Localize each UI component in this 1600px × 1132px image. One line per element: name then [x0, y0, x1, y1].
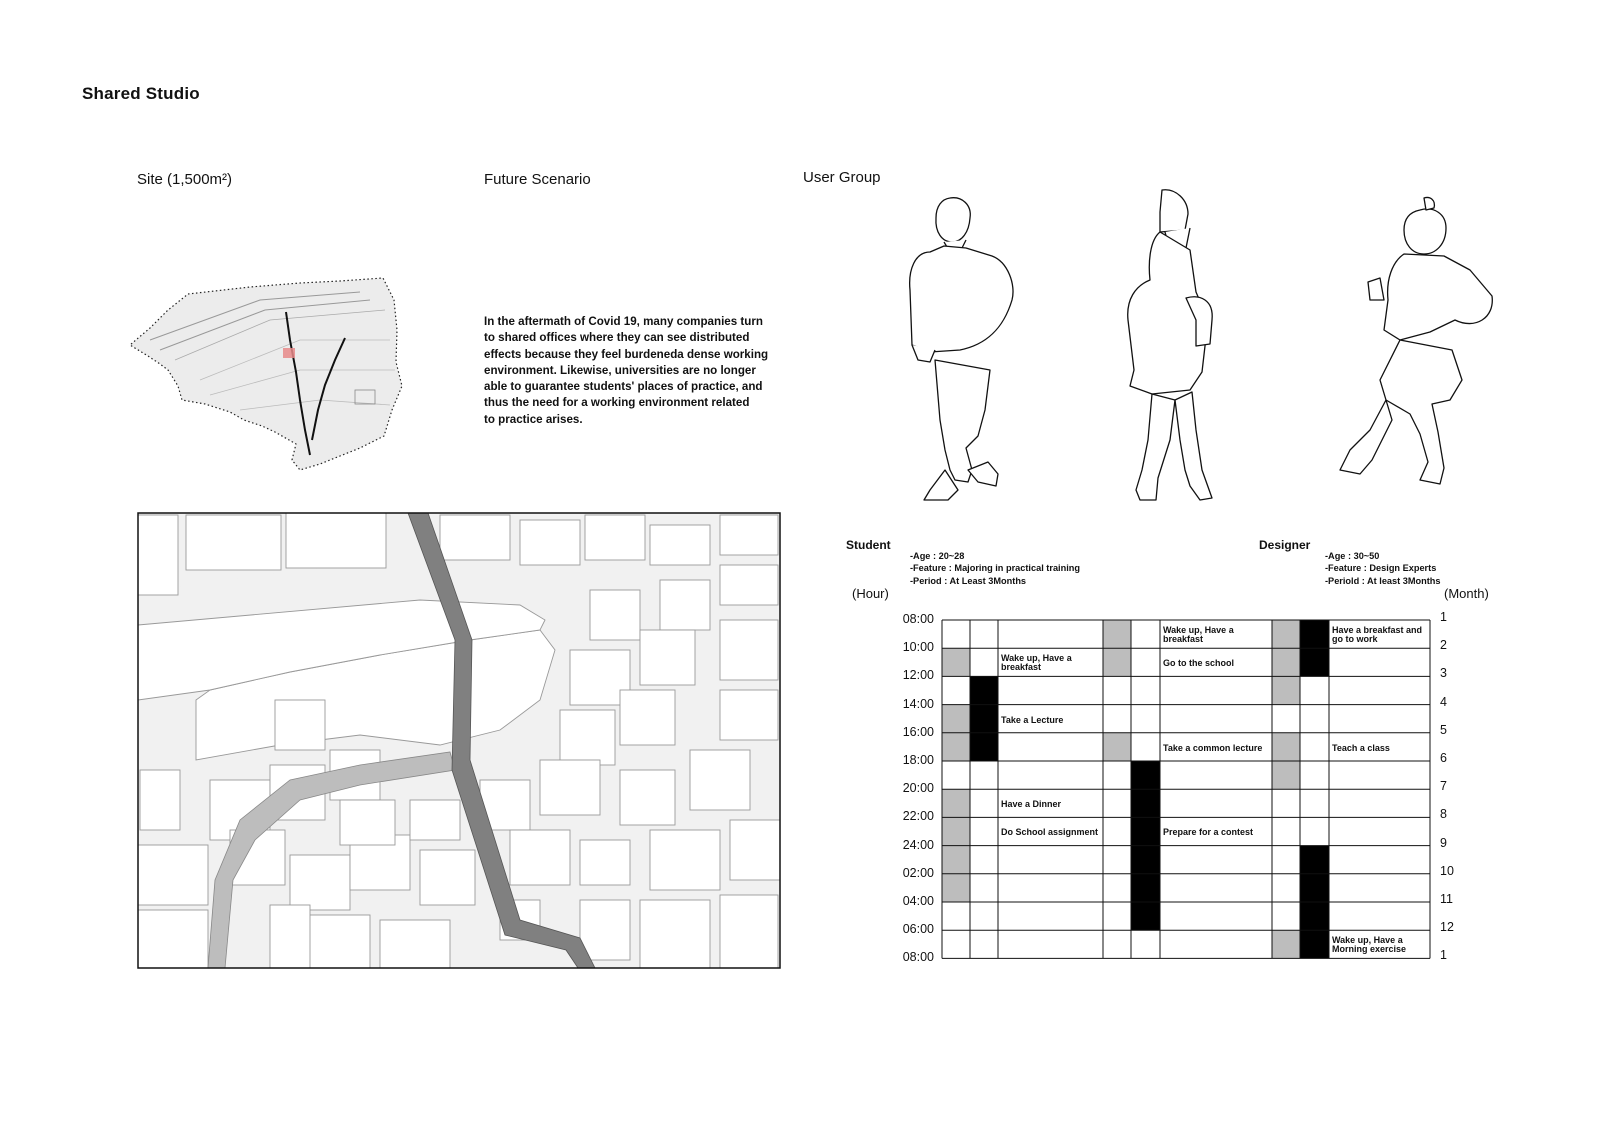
activity-label — [1332, 744, 1390, 753]
gray-bar-cell — [1272, 620, 1300, 648]
activity-label — [1163, 626, 1234, 644]
black-bar-cell — [1131, 846, 1160, 874]
activity-label — [1001, 800, 1061, 809]
black-bar-cell — [1300, 648, 1329, 676]
activity-label-line: Wake up, Have a — [1001, 653, 1072, 664]
hour-tick-label: 06:00 — [902, 922, 934, 937]
gray-bar-cell — [942, 733, 970, 761]
month-tick-label: 7 — [1440, 779, 1447, 794]
activity-label-line: Wake up, Have a — [1163, 625, 1234, 635]
hour-tick-label: 04:00 — [902, 894, 934, 908]
month-tick-label: 3 — [1440, 666, 1447, 681]
gray-bar-cell — [1272, 733, 1300, 761]
scenario-line: to practice arises. — [484, 412, 583, 426]
black-bar-cell — [1300, 620, 1329, 648]
activity-label-line: Take a Lecture — [1001, 714, 1064, 725]
hour-tick-label: 16:00 — [902, 724, 934, 739]
black-bar-cell — [970, 705, 998, 733]
scenario-line: able to guarantee students' places of practice, and — [484, 380, 763, 394]
gray-bar-cell — [1103, 648, 1131, 676]
page-title: Shared Studio — [82, 84, 200, 103]
designer-label: Designer — [1259, 538, 1311, 552]
hour-tick-label: 08:00 — [902, 950, 934, 965]
month-tick-label: 2 — [1440, 638, 1447, 653]
activity-label-line: Teach a class — [1332, 742, 1390, 753]
gray-bar-cell — [942, 705, 970, 733]
gray-bar-cell — [1103, 733, 1131, 761]
month-tick-label: 11 — [1440, 892, 1453, 906]
hour-tick-label: 20:00 — [902, 781, 934, 796]
activity-label — [1163, 828, 1253, 837]
month-tick-label: 6 — [1440, 751, 1447, 765]
activity-label-line: Have a breakfast and — [1332, 625, 1423, 635]
black-bar-cell — [1131, 761, 1160, 789]
hour-tick-label: 02:00 — [902, 865, 934, 880]
scenario-line: to shared offices where they can see distributed — [484, 331, 750, 345]
month-tick-label: 1 — [1440, 610, 1447, 624]
hour-tick-label: 18:00 — [902, 753, 934, 767]
user-group-heading: User Group — [803, 169, 881, 186]
activity-label-line: breakfast — [1163, 634, 1204, 644]
student-label: Student — [846, 538, 891, 552]
hour-tick-label: 08:00 — [902, 612, 934, 626]
gray-bar-cell — [1272, 676, 1300, 704]
scenario-line: In the aftermath of Covid 19, many companies turn — [484, 315, 763, 328]
hour-tick-label: 24:00 — [902, 837, 934, 852]
activity-label-line: Take a common lecture — [1163, 742, 1263, 753]
month-tick-label: 4 — [1440, 694, 1447, 709]
activity-label — [1332, 626, 1422, 644]
activity-label-line: Do School assignment — [1001, 827, 1099, 838]
hour-tick-label: 14:00 — [902, 696, 934, 711]
hour-axis-unit: (Hour) — [852, 586, 889, 601]
month-axis-unit: (Month) — [1444, 586, 1489, 601]
future-scenario-heading: Future Scenario — [484, 171, 591, 188]
black-bar-cell — [1300, 930, 1329, 958]
gray-bar-cell — [942, 874, 970, 902]
spec-line: -Age : 30~50 — [1325, 551, 1380, 561]
black-bar-cell — [1300, 874, 1329, 902]
gray-bar-cell — [1272, 648, 1300, 676]
black-bar-cell — [970, 733, 998, 761]
hour-tick-label: 10:00 — [902, 640, 934, 655]
activity-label — [1001, 654, 1072, 672]
activity-label-line: Morning exercise — [1332, 944, 1407, 955]
spec-line: -Feature : Majoring in practical training — [910, 563, 1080, 574]
activity-label-line: Wake up, Have a — [1332, 935, 1403, 946]
spec-line: -Periold : At least 3Months — [1325, 575, 1441, 586]
gray-bar-cell — [1272, 930, 1300, 958]
month-tick-label: 1 — [1440, 948, 1447, 963]
scenario-line: thus the need for a working environment related — [484, 396, 750, 410]
gray-bar-cell — [1272, 761, 1300, 789]
month-tick-label: 8 — [1440, 807, 1447, 822]
gray-bar-cell — [942, 648, 970, 676]
activity-label-line: Have a Dinner — [1001, 799, 1062, 810]
month-tick-label: 9 — [1440, 835, 1447, 850]
activity-label-line: Go to the school — [1163, 658, 1234, 669]
gray-bar-cell — [942, 789, 970, 817]
gray-bar-cell — [1103, 620, 1131, 648]
gray-bar-cell — [942, 817, 970, 845]
gray-bar-cell — [942, 846, 970, 874]
activity-label-line: Prepare for a contest — [1163, 827, 1254, 838]
black-bar-cell — [1131, 874, 1160, 902]
activity-label-line: go to work — [1332, 634, 1378, 644]
hour-tick-label: 22:00 — [902, 809, 934, 824]
black-bar-cell — [1131, 789, 1160, 817]
activity-label — [1163, 744, 1262, 753]
month-tick-label: 12 — [1440, 920, 1454, 935]
activity-label — [1001, 716, 1063, 725]
month-tick-label: 10 — [1440, 863, 1454, 878]
activity-label — [1001, 828, 1098, 837]
month-tick-label: 5 — [1440, 722, 1447, 737]
spec-line: -Age : 20~28 — [910, 551, 965, 561]
spec-line: -Feature : Design Experts — [1325, 563, 1437, 574]
scenario-line: effects because they feel burdeneda dense working — [484, 347, 769, 361]
scenario-line: environment. Likewise, universities are no longer — [484, 363, 756, 377]
black-bar-cell — [1131, 817, 1160, 845]
activity-label-line: breakfast — [1001, 662, 1042, 673]
black-bar-cell — [1131, 902, 1160, 930]
hour-tick-label: 12:00 — [902, 668, 934, 683]
black-bar-cell — [1300, 902, 1329, 930]
spec-line: -Period : At Least 3Months — [910, 575, 1027, 586]
site-heading: Site (1,500m²) — [137, 171, 233, 188]
activity-label — [1332, 936, 1406, 954]
black-bar-cell — [970, 676, 998, 704]
black-bar-cell — [1300, 846, 1329, 874]
activity-label — [1163, 659, 1234, 668]
